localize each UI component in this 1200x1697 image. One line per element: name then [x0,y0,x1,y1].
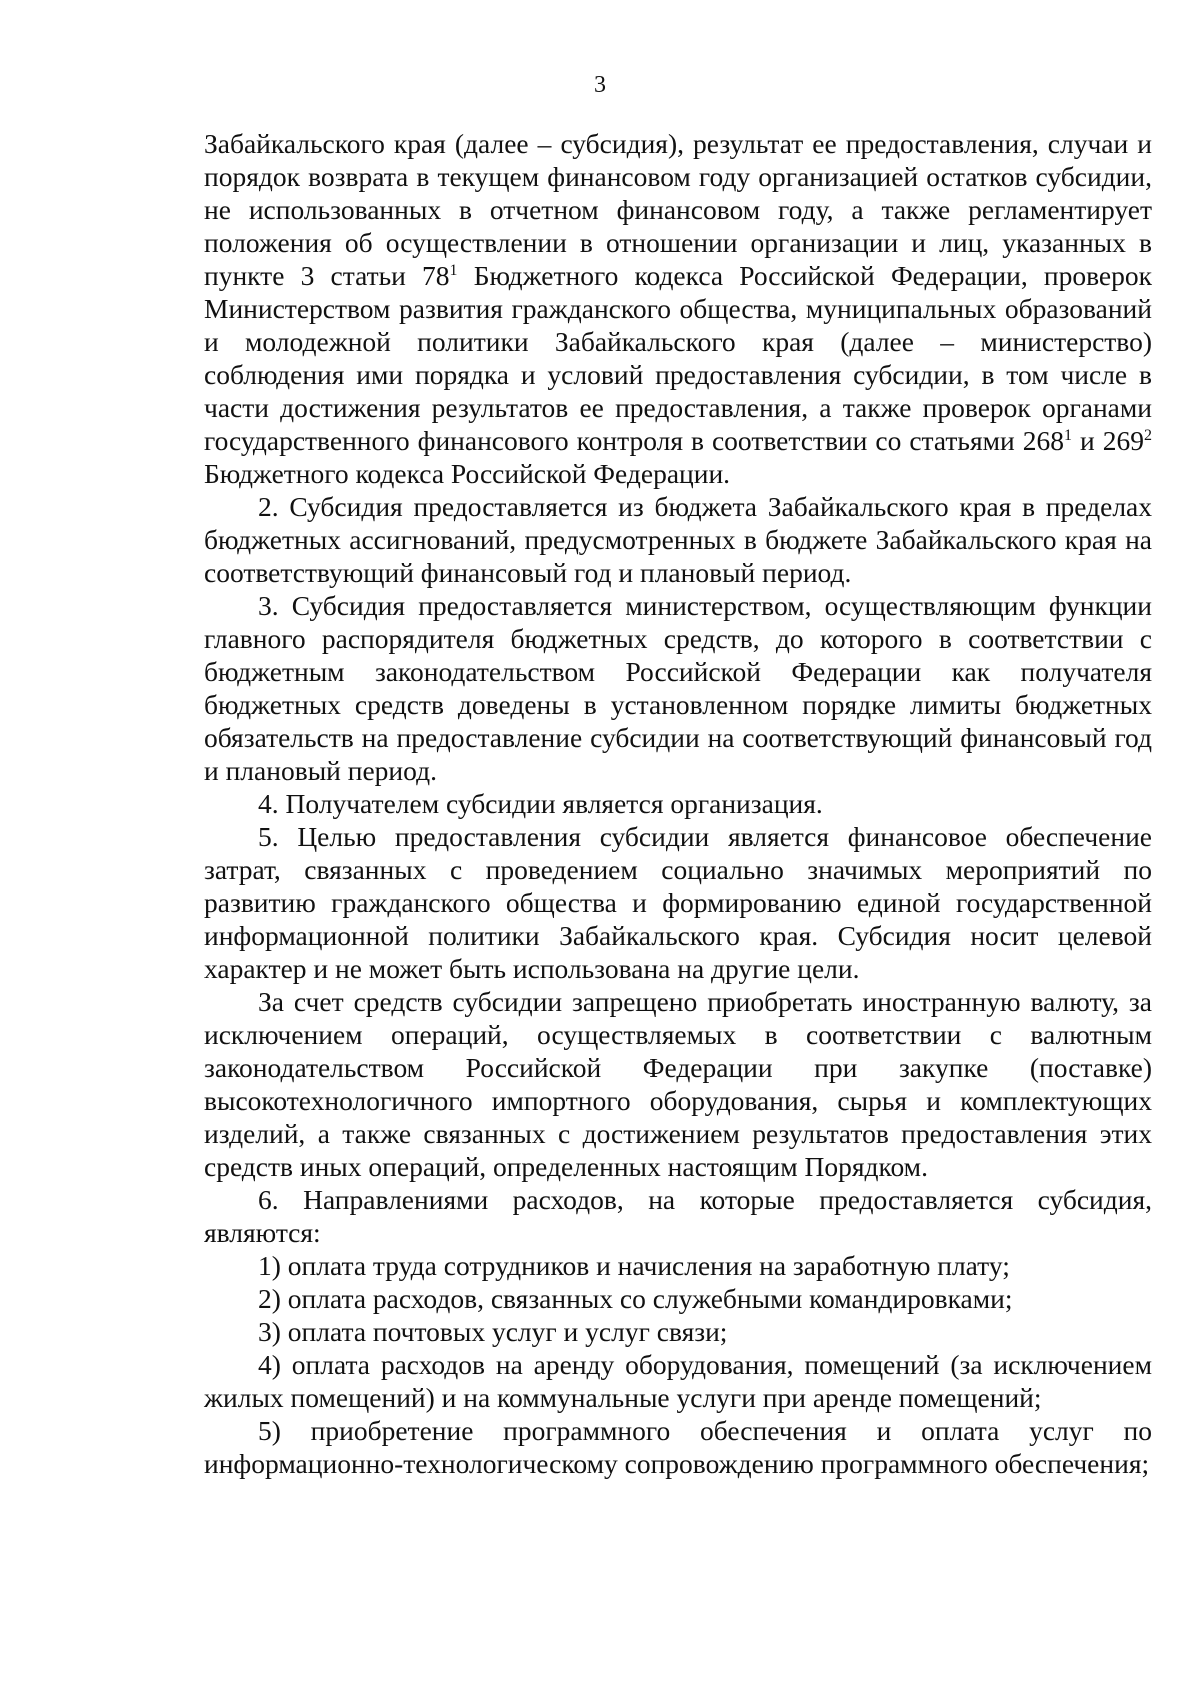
footnote-superscript: 1 [449,262,458,279]
footnote-superscript: 2 [1144,427,1152,444]
list-item-1: 1) оплата труда сотрудников и начисления на заработную плату; [258,1250,1010,1281]
list-item-3: 3) оплата почтовых услуг и услуг связи; [258,1316,728,1347]
paragraph-currency-restriction: За счет средств субсидии запрещено приобретать иностранную валюту, за исключением операций, осуществляемых в соответствии с валютным законодательством Российской Федерации при закупке (поставке) высокотехнологичного импортного оборудования, сырья и комплектующих изделий, а также связанных с достижением результатов предоставления этих средств иных операций, определенных настоящим Порядком. [204,986,1152,1182]
paragraph-text: Бюджетного кодекса Российской Федерации. [204,458,731,489]
paragraph-item-4: 4. Получателем субсидии является организация. [258,788,823,819]
list-item-4: 4) оплата расходов на аренду оборудования, помещений (за исключением жилых помещений) и на коммунальные услуги при аренде помещений; [204,1349,1152,1413]
document-body [204,127,1152,1480]
paragraph-intro-continuation [204,127,1152,490]
paragraph-text: и 269 [1072,425,1144,456]
page-number: 3 [594,72,606,98]
paragraph-text: Бюджетного кодекса Российской Федерации, проверок Министерством развития гражданского общества, муниципальных образований и молодежной политики Забайкальского края (далее – министерство) соблюдения ими порядка и условий предоставления субсидии, в том числе в части достижения результатов ее предоставления, а также проверок органами государственного финансового контроля в соответствии со статьями 268 [204,260,1152,456]
list-item-5: 5) приобретение программного обеспечения и оплата услуг по информационно-технологическому сопровождению программного обеспечения; [204,1415,1152,1479]
paragraph-item-6: 6. Направлениями расходов, на которые предоставляется субсидия, являются: [204,1184,1152,1248]
list-item-2: 2) оплата расходов, связанных со служебными командировками; [258,1283,1013,1314]
footnote-superscript: 1 [1064,427,1072,444]
paragraph-text: Забайкальского края (далее – субсидия), результат ее предоставления, случаи и порядок возврата в текущем финансовом году организацией остатков субсидии, не использованных в отчетном финансовом году, а также регламентирует положения об осуществлении в отношении организации и лиц, указанных в пункте 3 статьи 78 [204,128,1152,291]
paragraph-item-2: 2. Субсидия предоставляется из бюджета Забайкальского края в пределах бюджетных ассигнований, предусмотренных в бюджете Забайкальского края на соответствующий финансовый год и плановый период. [204,491,1152,588]
paragraph-item-3: 3. Субсидия предоставляется министерством, осуществляющим функции главного распорядителя бюджетных средств, до которого в соответствии с бюджетным законодательством Российской Федерации как получателя бюджетных средств доведены в установленном порядке лимиты бюджетных обязательств на предоставление субсидии на соответствующий финансовый год и плановый период. [204,590,1152,786]
paragraph-item-5: 5. Целью предоставления субсидии является финансовое обеспечение затрат, связанных с проведением социально значимых мероприятий по развитию гражданского общества и формированию единой государственной информационной политики Забайкальского края. Субсидия носит целевой характер и не может быть использована на другие цели. [204,821,1152,984]
